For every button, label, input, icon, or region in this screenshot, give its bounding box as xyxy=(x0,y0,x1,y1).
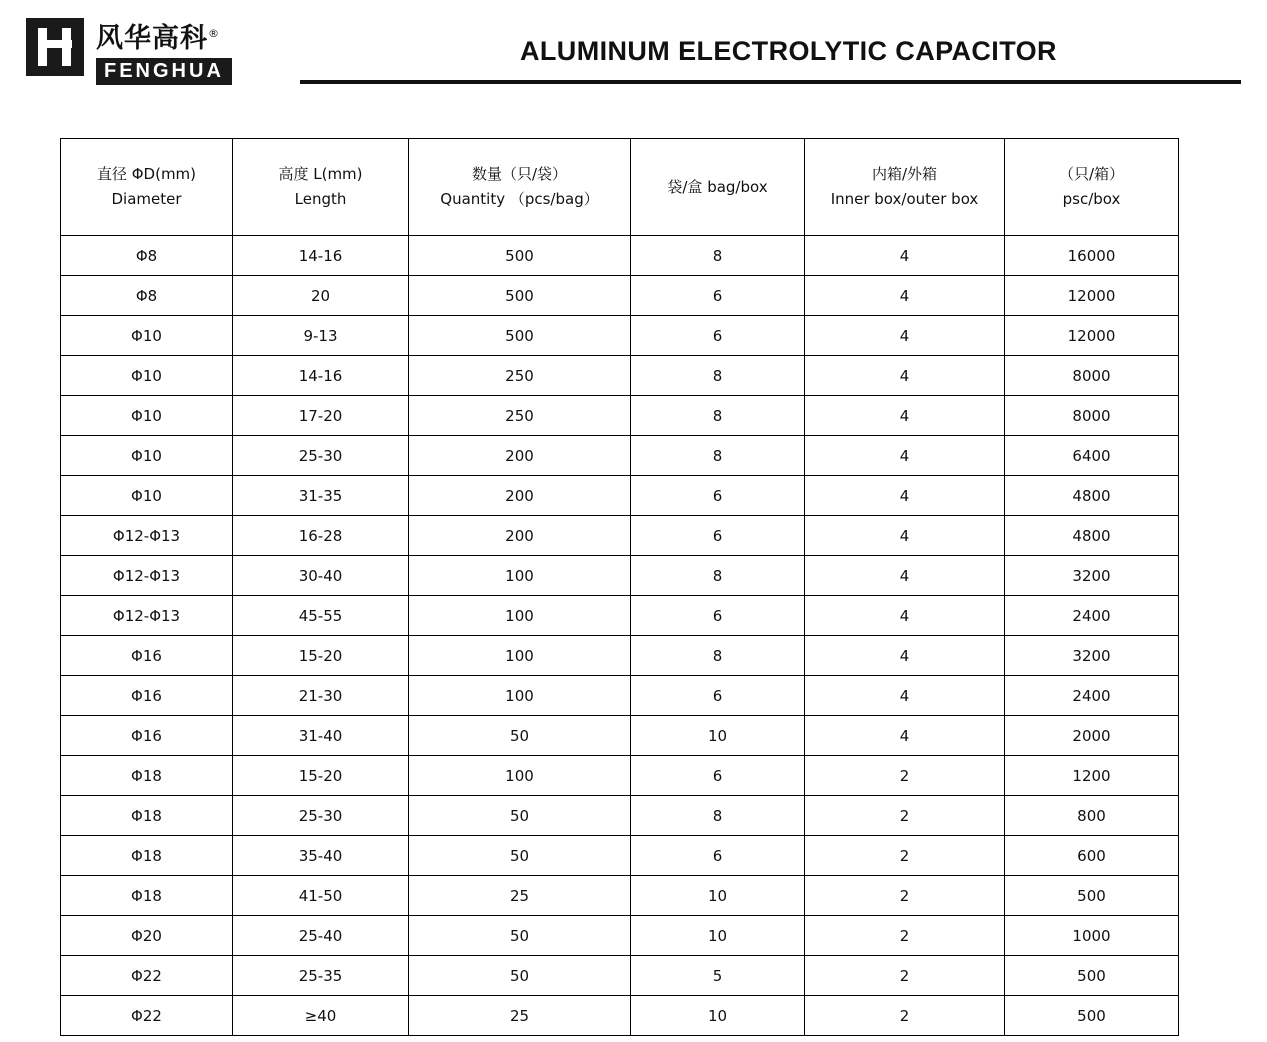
cell-length: 25-30 xyxy=(233,796,409,836)
cell-inner-outer-box: 2 xyxy=(805,996,1005,1036)
cell-bag-per-box: 8 xyxy=(631,436,805,476)
cell-length: 25-30 xyxy=(233,436,409,476)
table-row xyxy=(61,676,1179,716)
cell-length: 45-55 xyxy=(233,596,409,636)
cell-length: 14-16 xyxy=(233,356,409,396)
cell-diameter: Φ8 xyxy=(61,276,233,316)
table-header-row xyxy=(61,139,1179,236)
cell-pcs-per-box: 8000 xyxy=(1005,396,1179,436)
cell-bag-per-box: 10 xyxy=(631,996,805,1036)
table-row xyxy=(61,556,1179,596)
cell-quantity: 500 xyxy=(409,236,631,276)
cell-length: 15-20 xyxy=(233,636,409,676)
table-row xyxy=(61,596,1179,636)
cell-length: 30-40 xyxy=(233,556,409,596)
table-row xyxy=(61,996,1179,1036)
cell-quantity: 200 xyxy=(409,516,631,556)
cell-diameter: Φ18 xyxy=(61,756,233,796)
cell-diameter: Φ22 xyxy=(61,956,233,996)
cell-inner-outer-box: 4 xyxy=(805,556,1005,596)
cell-diameter: Φ16 xyxy=(61,716,233,756)
cell-diameter: Φ12-Φ13 xyxy=(61,516,233,556)
cell-bag-per-box: 6 xyxy=(631,756,805,796)
table-row xyxy=(61,396,1179,436)
cell-quantity: 50 xyxy=(409,796,631,836)
cell-bag-per-box: 8 xyxy=(631,356,805,396)
cell-quantity: 200 xyxy=(409,436,631,476)
cell-inner-outer-box: 2 xyxy=(805,916,1005,956)
table-row xyxy=(61,436,1179,476)
column-header-length xyxy=(233,139,409,236)
column-header-diameter xyxy=(61,139,233,236)
logo-english-name: FENGHUA xyxy=(96,58,232,85)
cell-diameter: Φ10 xyxy=(61,476,233,516)
header-divider xyxy=(300,80,1241,84)
table-row xyxy=(61,636,1179,676)
cell-pcs-per-box: 12000 xyxy=(1005,276,1179,316)
cell-pcs-per-box: 1000 xyxy=(1005,916,1179,956)
cell-diameter: Φ18 xyxy=(61,796,233,836)
cell-diameter: Φ18 xyxy=(61,876,233,916)
table-row xyxy=(61,916,1179,956)
cell-quantity: 25 xyxy=(409,996,631,1036)
packaging-spec-table-container xyxy=(60,138,1178,1036)
column-header-pcs-per-box-cn: （只/箱） xyxy=(1058,165,1125,183)
cell-quantity: 50 xyxy=(409,836,631,876)
cell-diameter: Φ10 xyxy=(61,316,233,356)
table-row xyxy=(61,876,1179,916)
cell-inner-outer-box: 4 xyxy=(805,596,1005,636)
cell-bag-per-box: 8 xyxy=(631,556,805,596)
cell-length: 17-20 xyxy=(233,396,409,436)
cell-quantity: 50 xyxy=(409,716,631,756)
table-row xyxy=(61,756,1179,796)
cell-bag-per-box: 8 xyxy=(631,236,805,276)
registered-trademark-icon: ® xyxy=(208,27,220,40)
fenghua-logo-icon xyxy=(26,18,84,76)
company-logo xyxy=(26,18,232,85)
cell-bag-per-box: 10 xyxy=(631,916,805,956)
cell-inner-outer-box: 2 xyxy=(805,836,1005,876)
cell-quantity: 500 xyxy=(409,276,631,316)
cell-inner-outer-box: 4 xyxy=(805,236,1005,276)
cell-bag-per-box: 8 xyxy=(631,636,805,676)
column-header-length-en: Length xyxy=(294,190,347,208)
cell-length: 25-35 xyxy=(233,956,409,996)
cell-length: 21-30 xyxy=(233,676,409,716)
cell-quantity: 50 xyxy=(409,916,631,956)
column-header-bag-per-box xyxy=(631,139,805,236)
packaging-spec-table xyxy=(60,138,1179,1036)
cell-inner-outer-box: 4 xyxy=(805,516,1005,556)
table-row xyxy=(61,276,1179,316)
cell-diameter: Φ10 xyxy=(61,356,233,396)
table-row xyxy=(61,316,1179,356)
cell-diameter: Φ16 xyxy=(61,636,233,676)
column-header-inner-outer-cn: 内箱/外箱 xyxy=(871,165,938,183)
table-row xyxy=(61,516,1179,556)
cell-bag-per-box: 8 xyxy=(631,796,805,836)
cell-bag-per-box: 5 xyxy=(631,956,805,996)
cell-inner-outer-box: 4 xyxy=(805,396,1005,436)
table-body xyxy=(61,236,1179,1036)
cell-quantity: 500 xyxy=(409,316,631,356)
cell-inner-outer-box: 4 xyxy=(805,356,1005,396)
cell-length: 9-13 xyxy=(233,316,409,356)
cell-pcs-per-box: 3200 xyxy=(1005,556,1179,596)
column-header-quantity-cn: 数量（只/袋） xyxy=(471,165,568,183)
cell-quantity: 25 xyxy=(409,876,631,916)
cell-length: 31-35 xyxy=(233,476,409,516)
cell-quantity: 50 xyxy=(409,956,631,996)
cell-pcs-per-box: 3200 xyxy=(1005,636,1179,676)
cell-inner-outer-box: 2 xyxy=(805,876,1005,916)
cell-length: 20 xyxy=(233,276,409,316)
cell-diameter: Φ8 xyxy=(61,236,233,276)
cell-length: 25-40 xyxy=(233,916,409,956)
column-header-quantity-en: Quantity （pcs/bag） xyxy=(440,190,599,208)
column-header-pcs-per-box xyxy=(1005,139,1179,236)
cell-bag-per-box: 10 xyxy=(631,876,805,916)
cell-bag-per-box: 10 xyxy=(631,716,805,756)
cell-diameter: Φ10 xyxy=(61,436,233,476)
table-row xyxy=(61,476,1179,516)
cell-pcs-per-box: 600 xyxy=(1005,836,1179,876)
cell-quantity: 100 xyxy=(409,756,631,796)
column-header-quantity xyxy=(409,139,631,236)
cell-quantity: 100 xyxy=(409,636,631,676)
cell-quantity: 250 xyxy=(409,356,631,396)
cell-bag-per-box: 6 xyxy=(631,276,805,316)
cell-diameter: Φ18 xyxy=(61,836,233,876)
cell-diameter: Φ16 xyxy=(61,676,233,716)
column-header-bag-per-box-label: 袋/盒 bag/box xyxy=(667,177,768,196)
cell-quantity: 100 xyxy=(409,676,631,716)
cell-pcs-per-box: 1200 xyxy=(1005,756,1179,796)
cell-pcs-per-box: 500 xyxy=(1005,956,1179,996)
logo-text xyxy=(96,18,232,85)
cell-inner-outer-box: 4 xyxy=(805,436,1005,476)
table-row xyxy=(61,796,1179,836)
cell-length: 14-16 xyxy=(233,236,409,276)
cell-quantity: 250 xyxy=(409,396,631,436)
cell-length: 41-50 xyxy=(233,876,409,916)
column-header-diameter-en: Diameter xyxy=(111,190,182,208)
cell-pcs-per-box: 2400 xyxy=(1005,596,1179,636)
column-header-length-cn: 高度 L(mm) xyxy=(278,165,363,183)
column-header-inner-outer-box xyxy=(805,139,1005,236)
cell-inner-outer-box: 4 xyxy=(805,316,1005,356)
column-header-pcs-per-box-en: psc/box xyxy=(1062,190,1121,208)
cell-length: 15-20 xyxy=(233,756,409,796)
cell-inner-outer-box: 4 xyxy=(805,676,1005,716)
cell-inner-outer-box: 2 xyxy=(805,796,1005,836)
cell-bag-per-box: 6 xyxy=(631,676,805,716)
cell-pcs-per-box: 500 xyxy=(1005,876,1179,916)
cell-pcs-per-box: 4800 xyxy=(1005,476,1179,516)
logo-chinese-name xyxy=(96,18,232,55)
cell-pcs-per-box: 12000 xyxy=(1005,316,1179,356)
cell-bag-per-box: 6 xyxy=(631,596,805,636)
cell-quantity: 100 xyxy=(409,596,631,636)
column-header-inner-outer-en: Inner box/outer box xyxy=(830,190,979,208)
cell-pcs-per-box: 500 xyxy=(1005,996,1179,1036)
page-header xyxy=(0,0,1267,100)
cell-diameter: Φ10 xyxy=(61,396,233,436)
cell-pcs-per-box: 6400 xyxy=(1005,436,1179,476)
cell-length: 35-40 xyxy=(233,836,409,876)
cell-quantity: 200 xyxy=(409,476,631,516)
cell-inner-outer-box: 2 xyxy=(805,956,1005,996)
cell-diameter: Φ12-Φ13 xyxy=(61,596,233,636)
page-title: ALUMINUM ELECTROLYTIC CAPACITOR xyxy=(520,36,1057,66)
cell-pcs-per-box: 8000 xyxy=(1005,356,1179,396)
cell-pcs-per-box: 4800 xyxy=(1005,516,1179,556)
cell-pcs-per-box: 16000 xyxy=(1005,236,1179,276)
table-row xyxy=(61,356,1179,396)
cell-bag-per-box: 6 xyxy=(631,516,805,556)
cell-bag-per-box: 6 xyxy=(631,316,805,356)
cell-length: 16-28 xyxy=(233,516,409,556)
table-row xyxy=(61,836,1179,876)
cell-pcs-per-box: 2000 xyxy=(1005,716,1179,756)
table-row xyxy=(61,236,1179,276)
cell-inner-outer-box: 4 xyxy=(805,716,1005,756)
cell-length: 31-40 xyxy=(233,716,409,756)
cell-inner-outer-box: 4 xyxy=(805,636,1005,676)
cell-bag-per-box: 6 xyxy=(631,476,805,516)
cell-diameter: Φ12-Φ13 xyxy=(61,556,233,596)
table-row xyxy=(61,956,1179,996)
cell-inner-outer-box: 4 xyxy=(805,476,1005,516)
cell-diameter: Φ20 xyxy=(61,916,233,956)
table-row xyxy=(61,716,1179,756)
logo-chinese-text: 风华高科 xyxy=(96,23,208,54)
cell-diameter: Φ22 xyxy=(61,996,233,1036)
cell-quantity: 100 xyxy=(409,556,631,596)
column-header-diameter-cn: 直径 ΦD(mm) xyxy=(96,165,197,183)
cell-bag-per-box: 6 xyxy=(631,836,805,876)
cell-inner-outer-box: 4 xyxy=(805,276,1005,316)
cell-length: ≥40 xyxy=(233,996,409,1036)
cell-pcs-per-box: 2400 xyxy=(1005,676,1179,716)
cell-inner-outer-box: 2 xyxy=(805,756,1005,796)
cell-bag-per-box: 8 xyxy=(631,396,805,436)
cell-pcs-per-box: 800 xyxy=(1005,796,1179,836)
